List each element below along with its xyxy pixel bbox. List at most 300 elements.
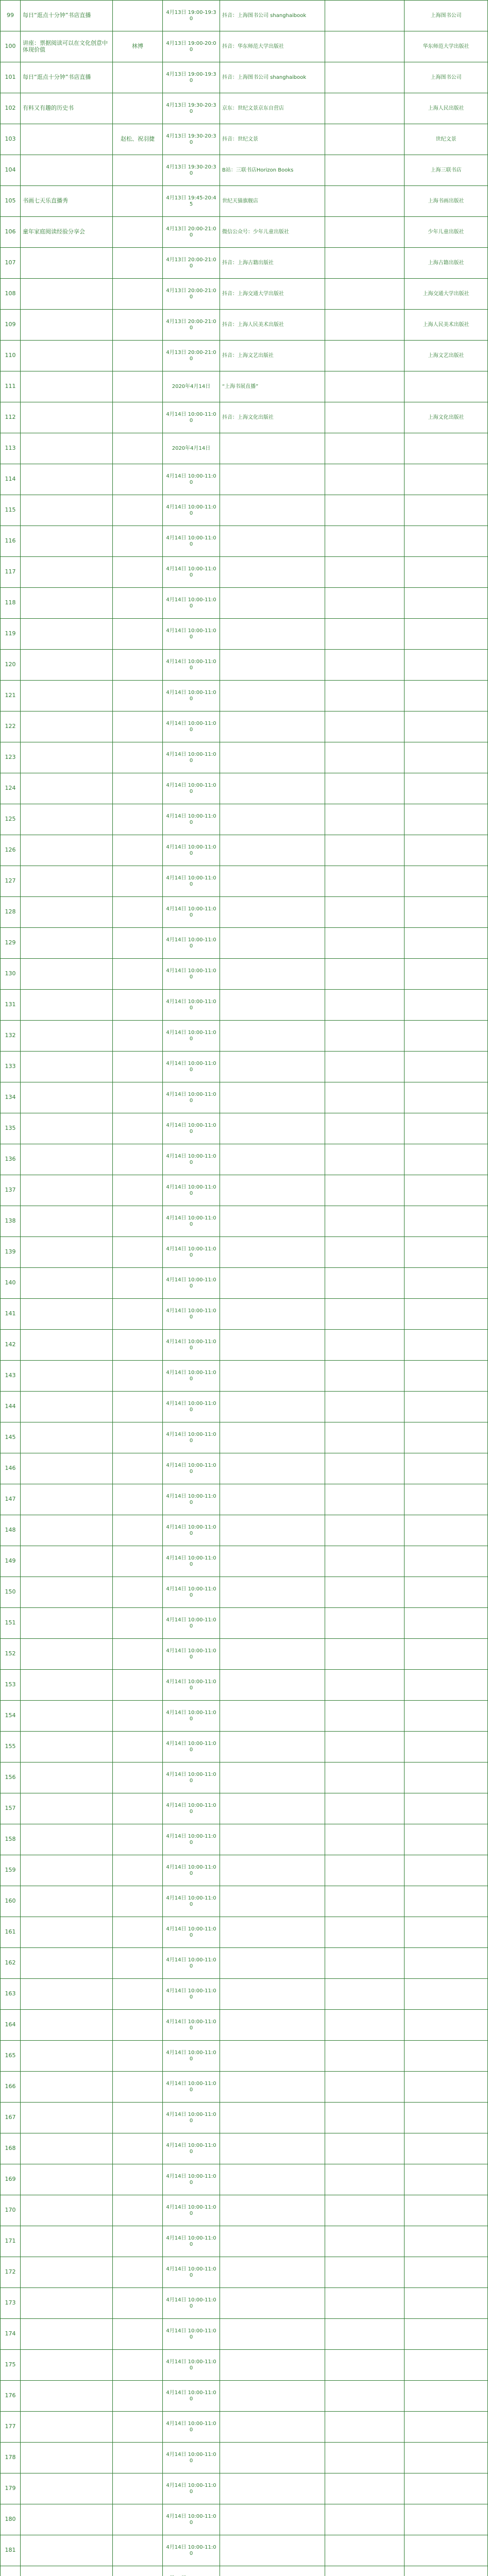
- row-index: 123: [1, 742, 21, 773]
- co-organizer: [325, 1979, 405, 2010]
- event-time: 4月13日 19:00-20:00: [163, 31, 220, 62]
- table-row: [1, 1732, 488, 1762]
- guest-names: 林博: [113, 31, 163, 62]
- event-time: 4月14日 10:00-11:00: [163, 928, 220, 959]
- publisher: [405, 1299, 488, 1330]
- row-index: 163: [1, 1979, 21, 2010]
- publisher: [405, 2072, 488, 2103]
- live-platform: [220, 650, 325, 681]
- row-index: 111: [1, 371, 21, 402]
- event-time: 4月14日 10:00-11:00: [163, 1515, 220, 1546]
- co-organizer: [325, 928, 405, 959]
- event-time: 4月14日 10:00-11:00: [163, 2443, 220, 2473]
- event-title: 童年家庭阅读经验分享会: [21, 217, 113, 248]
- publisher: [405, 495, 488, 526]
- publisher: [405, 959, 488, 990]
- event-time: 4月14日 10:00-11:00: [163, 1670, 220, 1701]
- event-title: [21, 1546, 113, 1577]
- event-time: 4月14日 10:00-11:00: [163, 464, 220, 495]
- table-row: [1, 341, 488, 371]
- guest-names: [113, 2010, 163, 2041]
- guest-names: [113, 804, 163, 835]
- table-row: [1, 1886, 488, 1917]
- table-row: [1, 93, 488, 124]
- table-row: [1, 1948, 488, 1979]
- row-index: 124: [1, 773, 21, 804]
- guest-names: [113, 155, 163, 186]
- event-time: 2020年4月14日: [163, 371, 220, 402]
- event-title: [21, 1762, 113, 1793]
- co-organizer: [325, 1546, 405, 1577]
- co-organizer: [325, 711, 405, 742]
- event-time: 4月14日 10:00-11:00: [163, 2381, 220, 2412]
- live-platform: 京东：世纪文景京东自营店: [220, 93, 325, 124]
- guest-names: [113, 1701, 163, 1732]
- guest-names: [113, 1886, 163, 1917]
- event-title: [21, 866, 113, 897]
- guest-names: [113, 1948, 163, 1979]
- co-organizer: [325, 1052, 405, 1082]
- row-index: 135: [1, 1113, 21, 1144]
- co-organizer: [325, 402, 405, 433]
- publisher: [405, 2103, 488, 2133]
- live-platform: 世纪天猫旗舰店: [220, 186, 325, 217]
- co-organizer: [325, 1855, 405, 1886]
- guest-names: [113, 2350, 163, 2381]
- table-row: [1, 650, 488, 681]
- event-title: [21, 2072, 113, 2103]
- row-index: 141: [1, 1299, 21, 1330]
- event-title: [21, 1330, 113, 1361]
- live-platform: [220, 1021, 325, 1052]
- live-platform: 抖音：上海图书公司 shanghaibook: [220, 1, 325, 31]
- co-organizer: [325, 2226, 405, 2257]
- publisher: 上海人民美术出版社: [405, 310, 488, 341]
- publisher: [405, 1608, 488, 1639]
- guest-names: [113, 2412, 163, 2443]
- publisher: [405, 773, 488, 804]
- co-organizer: [325, 2381, 405, 2412]
- event-time: 4月13日 19:45-20:45: [163, 186, 220, 217]
- event-title: 每日“逛点十分钟”书店直播: [21, 1, 113, 31]
- row-index: 121: [1, 681, 21, 711]
- table-row: [1, 1237, 488, 1268]
- live-platform: [220, 897, 325, 928]
- table-row: [1, 2443, 488, 2473]
- guest-names: [113, 2288, 163, 2319]
- co-organizer: [325, 619, 405, 650]
- guest-names: [113, 1237, 163, 1268]
- live-platform: “上海书展直播”: [220, 371, 325, 402]
- row-index: 114: [1, 464, 21, 495]
- event-time: 4月14日 10:00-11:00: [163, 1793, 220, 1824]
- co-organizer: [325, 1701, 405, 1732]
- live-platform: [220, 2350, 325, 2381]
- event-title: [21, 433, 113, 464]
- row-index: 172: [1, 2257, 21, 2288]
- event-time: 4月14日 10:00-11:00: [163, 1855, 220, 1886]
- publisher: [405, 371, 488, 402]
- table-row: [1, 248, 488, 279]
- co-organizer: [325, 2535, 405, 2566]
- publisher: [405, 1793, 488, 1824]
- publisher: [405, 1855, 488, 1886]
- event-title: [21, 650, 113, 681]
- guest-names: [113, 2535, 163, 2566]
- event-time: 4月14日 10:00-11:00: [163, 1608, 220, 1639]
- table-row: [1, 1052, 488, 1082]
- publisher: [405, 2443, 488, 2473]
- event-title: [21, 1082, 113, 1113]
- row-index: 112: [1, 402, 21, 433]
- guest-names: [113, 1608, 163, 1639]
- table-row: [1, 619, 488, 650]
- co-organizer: [325, 1422, 405, 1453]
- event-time: 4月14日 10:00-11:00: [163, 711, 220, 742]
- event-time: 4月13日 19:00-19:30: [163, 62, 220, 93]
- row-index: 164: [1, 2010, 21, 2041]
- table-row: [1, 2010, 488, 2041]
- event-time: 2020年4月14日: [163, 433, 220, 464]
- co-organizer: [325, 804, 405, 835]
- event-title: [21, 681, 113, 711]
- guest-names: [113, 2381, 163, 2412]
- table-row: [1, 526, 488, 557]
- guest-names: [113, 62, 163, 93]
- live-platform: [220, 2319, 325, 2350]
- live-platform: [220, 1948, 325, 1979]
- event-title: [21, 1917, 113, 1948]
- publisher: [405, 1701, 488, 1732]
- guest-names: [113, 650, 163, 681]
- event-title: [21, 2350, 113, 2381]
- publisher: [405, 2381, 488, 2412]
- publisher: [405, 928, 488, 959]
- event-time: 4月14日 10:00-11:00: [163, 959, 220, 990]
- event-time: 4月14日 10:00-11:00: [163, 681, 220, 711]
- row-index: 105: [1, 186, 21, 217]
- live-platform: [220, 2504, 325, 2535]
- event-time: 4月14日 10:00-11:00: [163, 1762, 220, 1793]
- row-index: 107: [1, 248, 21, 279]
- table-row: [1, 1021, 488, 1052]
- table-row: [1, 2103, 488, 2133]
- guest-names: [113, 1577, 163, 1608]
- publisher: 上海交通大学出版社: [405, 279, 488, 310]
- event-time: 4月14日 10:00-11:00: [163, 1268, 220, 1299]
- publisher: [405, 526, 488, 557]
- table-row: [1, 959, 488, 990]
- table-row: [1, 1515, 488, 1546]
- row-index: 168: [1, 2133, 21, 2164]
- event-time: 4月14日 10:00-11:00: [163, 1577, 220, 1608]
- guest-names: [113, 1052, 163, 1082]
- guest-names: [113, 681, 163, 711]
- publisher: [405, 2041, 488, 2072]
- publisher: [405, 2473, 488, 2504]
- co-organizer: [325, 897, 405, 928]
- publisher: [405, 835, 488, 866]
- publisher: [405, 1361, 488, 1392]
- table-row: [1, 2164, 488, 2195]
- live-platform: 抖音：上海交通大学出版社: [220, 279, 325, 310]
- event-title: [21, 1206, 113, 1237]
- live-platform: [220, 1299, 325, 1330]
- guest-names: [113, 619, 163, 650]
- table-row: [1, 1979, 488, 2010]
- co-organizer: [325, 557, 405, 588]
- event-time: 4月14日 10:00-11:00: [163, 1206, 220, 1237]
- table-row: [1, 155, 488, 186]
- event-time: 4月13日 19:30-20:30: [163, 93, 220, 124]
- table-row: [1, 990, 488, 1021]
- live-platform: [220, 1824, 325, 1855]
- row-index: 117: [1, 557, 21, 588]
- event-time: 4月14日 10:00-11:00: [163, 1330, 220, 1361]
- guest-names: [113, 2257, 163, 2288]
- row-index: 103: [1, 124, 21, 155]
- publisher: [405, 1392, 488, 1422]
- guest-names: [113, 1732, 163, 1762]
- publisher: 上海文化出版社: [405, 402, 488, 433]
- row-index: 120: [1, 650, 21, 681]
- live-platform: 微信公众号：少年儿童出版社: [220, 217, 325, 248]
- co-organizer: [325, 371, 405, 402]
- event-time: 4月14日 10:00-11:00: [163, 2195, 220, 2226]
- co-organizer: [325, 310, 405, 341]
- event-title: [21, 1237, 113, 1268]
- table-row: [1, 495, 488, 526]
- event-time: 4月14日 10:00-11:00: [163, 1175, 220, 1206]
- table-row: [1, 1330, 488, 1361]
- guest-names: [113, 2473, 163, 2504]
- event-title: [21, 1855, 113, 1886]
- co-organizer: [325, 2443, 405, 2473]
- live-platform: [220, 464, 325, 495]
- table-row: [1, 217, 488, 248]
- table-row: [1, 464, 488, 495]
- table-row: [1, 62, 488, 93]
- guest-names: [113, 1113, 163, 1144]
- row-index: 134: [1, 1082, 21, 1113]
- table-row: [1, 186, 488, 217]
- co-organizer: [325, 588, 405, 619]
- co-organizer: [325, 495, 405, 526]
- event-title: [21, 2473, 113, 2504]
- live-platform: [220, 495, 325, 526]
- event-title: [21, 835, 113, 866]
- guest-names: [113, 1917, 163, 1948]
- event-title: [21, 1577, 113, 1608]
- live-platform: [220, 2133, 325, 2164]
- live-platform: [220, 681, 325, 711]
- guest-names: [113, 526, 163, 557]
- co-organizer: [325, 1824, 405, 1855]
- live-platform: [220, 2443, 325, 2473]
- event-title: [21, 526, 113, 557]
- guest-names: [113, 557, 163, 588]
- row-index: 151: [1, 1608, 21, 1639]
- event-title: [21, 773, 113, 804]
- publisher: [405, 2504, 488, 2535]
- guest-names: [113, 1484, 163, 1515]
- publisher: [405, 1979, 488, 2010]
- event-title: [21, 990, 113, 1021]
- row-index: 106: [1, 217, 21, 248]
- event-title: [21, 2288, 113, 2319]
- co-organizer: [325, 2473, 405, 2504]
- table-row: [1, 2412, 488, 2443]
- co-organizer: [325, 1639, 405, 1670]
- event-time: 4月14日 10:00-11:00: [163, 495, 220, 526]
- publisher: [405, 2288, 488, 2319]
- co-organizer: [325, 1144, 405, 1175]
- row-index: 159: [1, 1855, 21, 1886]
- guest-names: [113, 248, 163, 279]
- event-time: 4月14日 10:00-11:00: [163, 1052, 220, 1082]
- event-time: 4月14日 10:00-11:00: [163, 1392, 220, 1422]
- event-time: 4月14日 10:00-11:00: [163, 1546, 220, 1577]
- live-platform: [220, 990, 325, 1021]
- co-organizer: [325, 1299, 405, 1330]
- event-time: 4月14日 10:00-11:00: [163, 1732, 220, 1762]
- guest-names: [113, 186, 163, 217]
- live-platform: [220, 1793, 325, 1824]
- event-title: [21, 2195, 113, 2226]
- co-organizer: [325, 2133, 405, 2164]
- event-title: [21, 1639, 113, 1670]
- guest-names: [113, 2226, 163, 2257]
- table-row: [1, 310, 488, 341]
- publisher: [405, 2164, 488, 2195]
- table-row: [1, 866, 488, 897]
- row-index: 99: [1, 1, 21, 31]
- guest-names: [113, 279, 163, 310]
- guest-names: [113, 2504, 163, 2535]
- publisher: [405, 2226, 488, 2257]
- table-row: [1, 2288, 488, 2319]
- live-platform: [220, 866, 325, 897]
- guest-names: [113, 1361, 163, 1392]
- row-index: 128: [1, 897, 21, 928]
- table-row: [1, 1639, 488, 1670]
- event-time: 4月14日 10:00-11:00: [163, 1113, 220, 1144]
- event-title: [21, 1793, 113, 1824]
- publisher: [405, 742, 488, 773]
- live-platform: [220, 2072, 325, 2103]
- event-time: 4月14日 10:00-11:00: [163, 2504, 220, 2535]
- event-title: [21, 928, 113, 959]
- live-platform: [220, 1453, 325, 1484]
- row-index: 180: [1, 2504, 21, 2535]
- row-index: 174: [1, 2319, 21, 2350]
- table-row: [1, 1824, 488, 1855]
- row-index: 176: [1, 2381, 21, 2412]
- live-platform: [220, 2412, 325, 2443]
- co-organizer: [325, 1484, 405, 1515]
- event-title: [21, 1422, 113, 1453]
- event-time: 4月14日 10:00-11:00: [163, 1886, 220, 1917]
- event-title: [21, 310, 113, 341]
- row-index: 133: [1, 1052, 21, 1082]
- publisher: [405, 681, 488, 711]
- guest-names: [113, 2566, 163, 2576]
- co-organizer: [325, 2257, 405, 2288]
- live-platform: [220, 1113, 325, 1144]
- table-row: [1, 1701, 488, 1732]
- event-title: 有料又有趣的历史书: [21, 93, 113, 124]
- guest-names: [113, 310, 163, 341]
- co-organizer: [325, 433, 405, 464]
- event-time: 4月14日 10:00-11:00: [163, 2473, 220, 2504]
- guest-names: [113, 1, 163, 31]
- event-time: 4月14日 10:00-11:00: [163, 557, 220, 588]
- live-platform: [220, 1082, 325, 1113]
- row-index: 143: [1, 1361, 21, 1392]
- co-organizer: [325, 1732, 405, 1762]
- row-index: 161: [1, 1917, 21, 1948]
- row-index: 132: [1, 1021, 21, 1052]
- row-index: 131: [1, 990, 21, 1021]
- table-row: [1, 588, 488, 619]
- event-title: 书画七天乐直播秀: [21, 186, 113, 217]
- guest-names: [113, 1330, 163, 1361]
- event-time: 4月14日 10:00-11:00: [163, 2226, 220, 2257]
- row-index: 125: [1, 804, 21, 835]
- event-title: [21, 1113, 113, 1144]
- event-time: 4月14日 10:00-11:00: [163, 742, 220, 773]
- co-organizer: [325, 464, 405, 495]
- event-title: [21, 2412, 113, 2443]
- live-platform: [220, 2257, 325, 2288]
- co-organizer: [325, 1762, 405, 1793]
- event-title: [21, 1175, 113, 1206]
- publisher: [405, 1237, 488, 1268]
- co-organizer: [325, 1330, 405, 1361]
- live-platform: [220, 2041, 325, 2072]
- event-time: 4月13日 20:00-21:00: [163, 248, 220, 279]
- event-title: [21, 248, 113, 279]
- publisher: [405, 2010, 488, 2041]
- publisher: [405, 804, 488, 835]
- live-platform: [220, 1732, 325, 1762]
- publisher: [405, 1515, 488, 1546]
- event-title: [21, 341, 113, 371]
- table-row: [1, 1082, 488, 1113]
- publisher: [405, 1546, 488, 1577]
- table-row: [1, 1422, 488, 1453]
- event-time: 4月13日 19:30-20:30: [163, 155, 220, 186]
- live-platform: 抖音：上海古籍出版社: [220, 248, 325, 279]
- event-title: 讲座：票据阅读可以在文化创意中体现价值: [21, 31, 113, 62]
- publisher: [405, 1422, 488, 1453]
- guest-names: [113, 1762, 163, 1793]
- live-platform: [220, 1206, 325, 1237]
- co-organizer: [325, 835, 405, 866]
- table-row: [1, 2535, 488, 2566]
- guest-names: [113, 2103, 163, 2133]
- table-row: [1, 2257, 488, 2288]
- co-organizer: [325, 1268, 405, 1299]
- co-organizer: [325, 155, 405, 186]
- live-platform: 抖音：世纪文景: [220, 124, 325, 155]
- live-platform: 抖音：上海人民美术出版社: [220, 310, 325, 341]
- table-row: [1, 2072, 488, 2103]
- row-index: 144: [1, 1392, 21, 1422]
- live-platform: [220, 1639, 325, 1670]
- row-index: 155: [1, 1732, 21, 1762]
- row-index: 108: [1, 279, 21, 310]
